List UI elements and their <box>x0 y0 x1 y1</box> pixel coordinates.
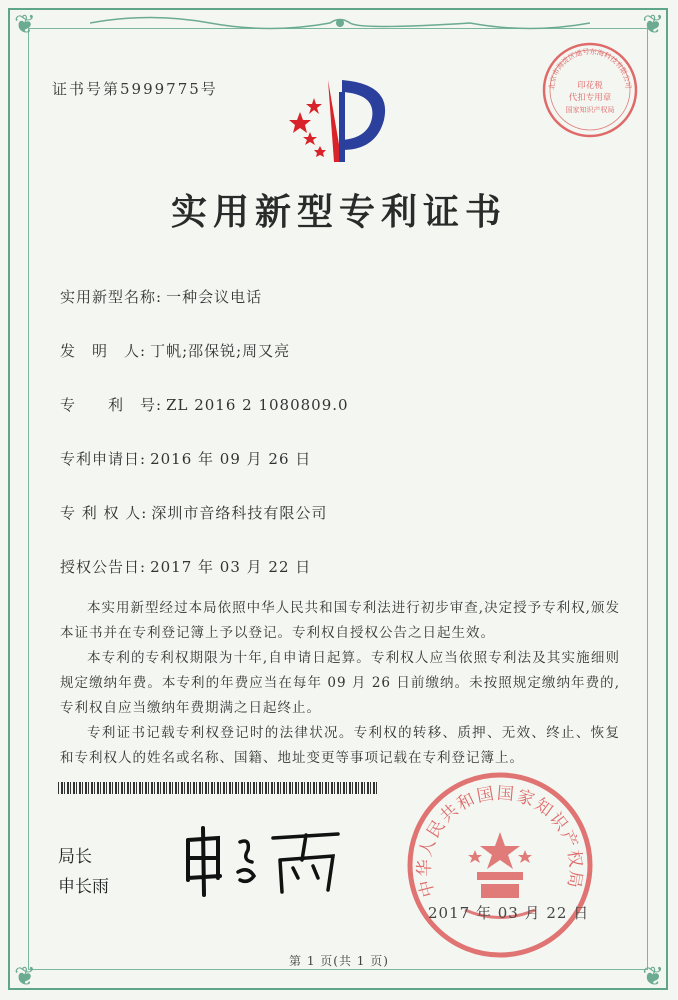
top-ornament <box>90 12 590 34</box>
field-value: 丁帆;邵保锐;周又亮 <box>150 342 291 360</box>
field-patent-number <box>60 394 349 415</box>
body-paragraph: 本专利的专利权期限为十年,自申请日起算。专利权人应当依照专利法及其实施细则规定缴纳年费。本专利的年费应当在每年 09 月 26 日前缴纳。未按照规定缴纳年费的,专利权自应当缴纳年费期满之日起终止。 <box>60 650 620 716</box>
tax-stamp <box>540 40 640 140</box>
body-paragraph: 本实用新型经过本局依照中华人民共和国专利法进行初步审查,决定授予专利权,颁发本证书并在专利登记簿上予以登记。专利权自授权公告之日起生效。 <box>60 600 620 641</box>
field-utility-model-name <box>60 286 262 307</box>
body-paragraph: 专利证书记载专利权登记时的法律状况。专利权的转移、质押、无效、终止、恢复和专利权人的姓名或名称、国籍、地址变更等事项记载在专利登记簿上。 <box>60 725 620 766</box>
field-inventors <box>60 340 290 361</box>
field-label: 实用新型名称: <box>60 288 163 306</box>
certificate-number: 证书号第5999775号 <box>52 80 218 98</box>
field-label: 专 利 号: <box>60 396 163 414</box>
corner-ornament-icon: ❦ <box>14 962 36 992</box>
tax-stamp-line: 国家知识产权局 <box>565 106 615 114</box>
page-number: 第 1 页(共 1 页) <box>289 954 389 968</box>
document-title: 实用新型专利证书 <box>170 191 507 233</box>
director-signature <box>178 820 348 900</box>
corner-ornament-icon: ❦ <box>14 10 36 40</box>
seal-arc-text: 中华人民共和国国家知识产权局 <box>414 783 586 900</box>
tax-stamp-line: 代扣专用章 <box>568 93 612 103</box>
patent-office-logo-icon <box>280 70 410 170</box>
field-value: 2017 年 03 月 22 日 <box>150 558 312 576</box>
field-application-date <box>60 448 311 469</box>
barcode <box>58 782 378 794</box>
field-label: 专 利 权 人: <box>60 504 148 522</box>
field-value: 一种会议电话 <box>166 288 263 306</box>
field-value: 深圳市音络科技有限公司 <box>151 504 328 522</box>
corner-ornament-icon: ❦ <box>642 10 664 40</box>
field-patentee <box>60 502 327 523</box>
field-label: 发 明 人: <box>60 342 147 360</box>
director-name: 申长雨 <box>58 877 109 897</box>
tax-stamp-arc-text: 北京市海淀区通号东海科技有限公司 <box>547 47 633 91</box>
field-label: 授权公告日: <box>60 558 147 576</box>
field-value: 2016 年 09 月 26 日 <box>150 450 312 468</box>
field-label: 专利申请日: <box>60 450 147 468</box>
field-grant-date <box>60 556 311 577</box>
field-value: ZL 2016 2 1080809.0 <box>166 396 349 414</box>
tax-stamp-line: 印花税 <box>577 81 603 91</box>
seal-date: 2017 年 03 月 22 日 <box>428 904 590 922</box>
director-title: 局长 <box>58 847 92 867</box>
official-seal <box>405 770 595 960</box>
corner-ornament-icon: ❦ <box>642 962 664 992</box>
